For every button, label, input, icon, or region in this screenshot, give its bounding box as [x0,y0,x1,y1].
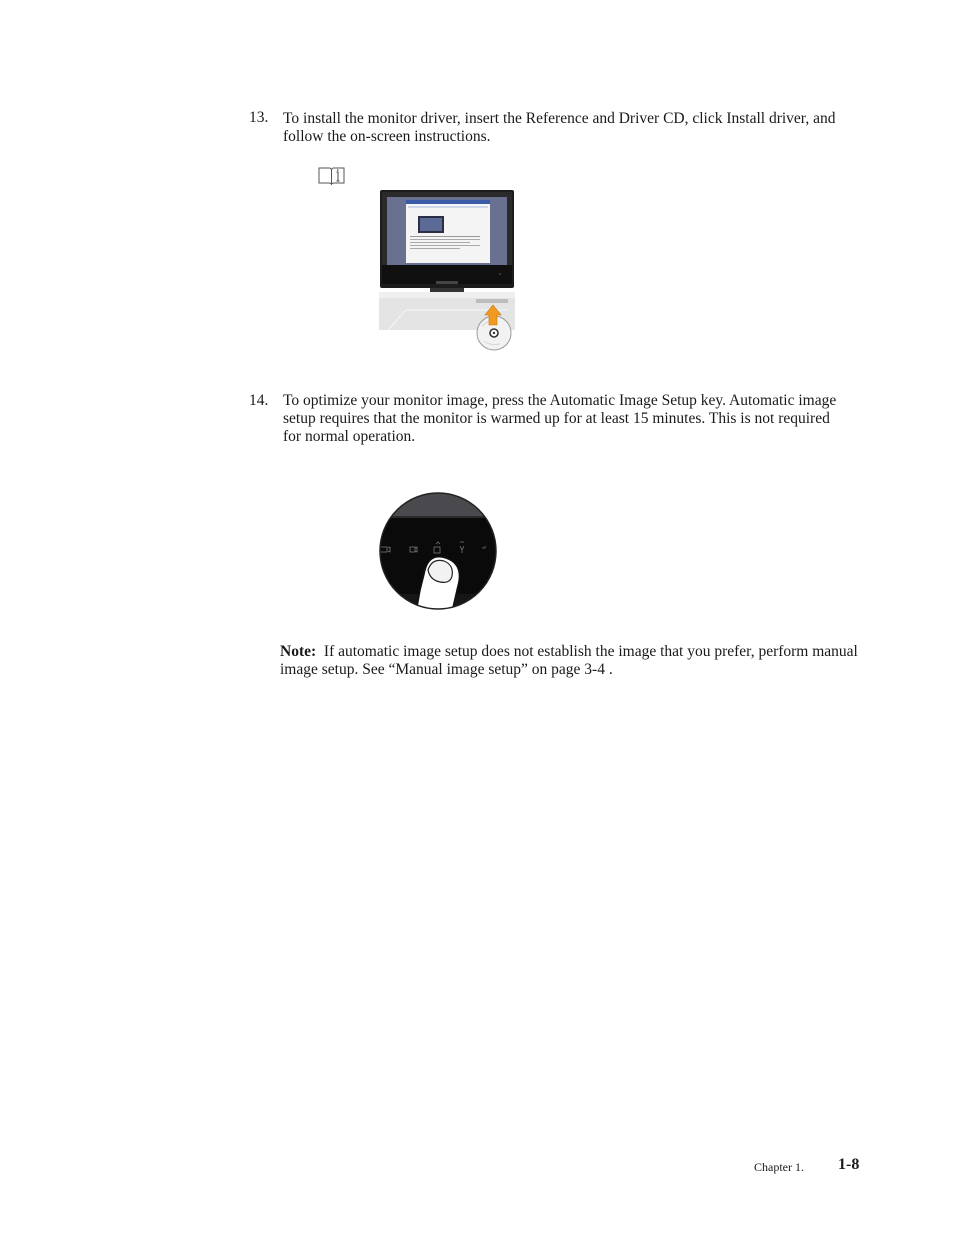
book-info-icon [318,166,345,185]
page-footer [0,1156,954,1178]
step-13-number: 13. [249,109,269,126]
monitor-cd-illustration [376,186,518,354]
note-label: Note: [280,643,317,660]
keypad-press-illustration [376,490,500,612]
step-14-text: To optimize your monitor image, press the Automatic Image Setup key. Automatic image setup requires that the monitor is warmed up for at least 15 minutes. This is not required for normal operation. [283,392,837,445]
note [280,643,880,679]
note-text: If automatic image setup does not establish the image that you prefer, perform manual image setup. See “Manual image setup” on page 3-4 . [280,643,858,678]
footer-page-number: 1-8 [838,1156,860,1173]
step-13-text: To install the monitor driver, insert the Reference and Driver CD, click Install driver, and follow the on-screen instructions. [283,110,836,145]
step-14-number: 14. [249,392,269,409]
drive-slot [476,299,508,303]
footer-chapter: Chapter 1. [754,1160,804,1174]
